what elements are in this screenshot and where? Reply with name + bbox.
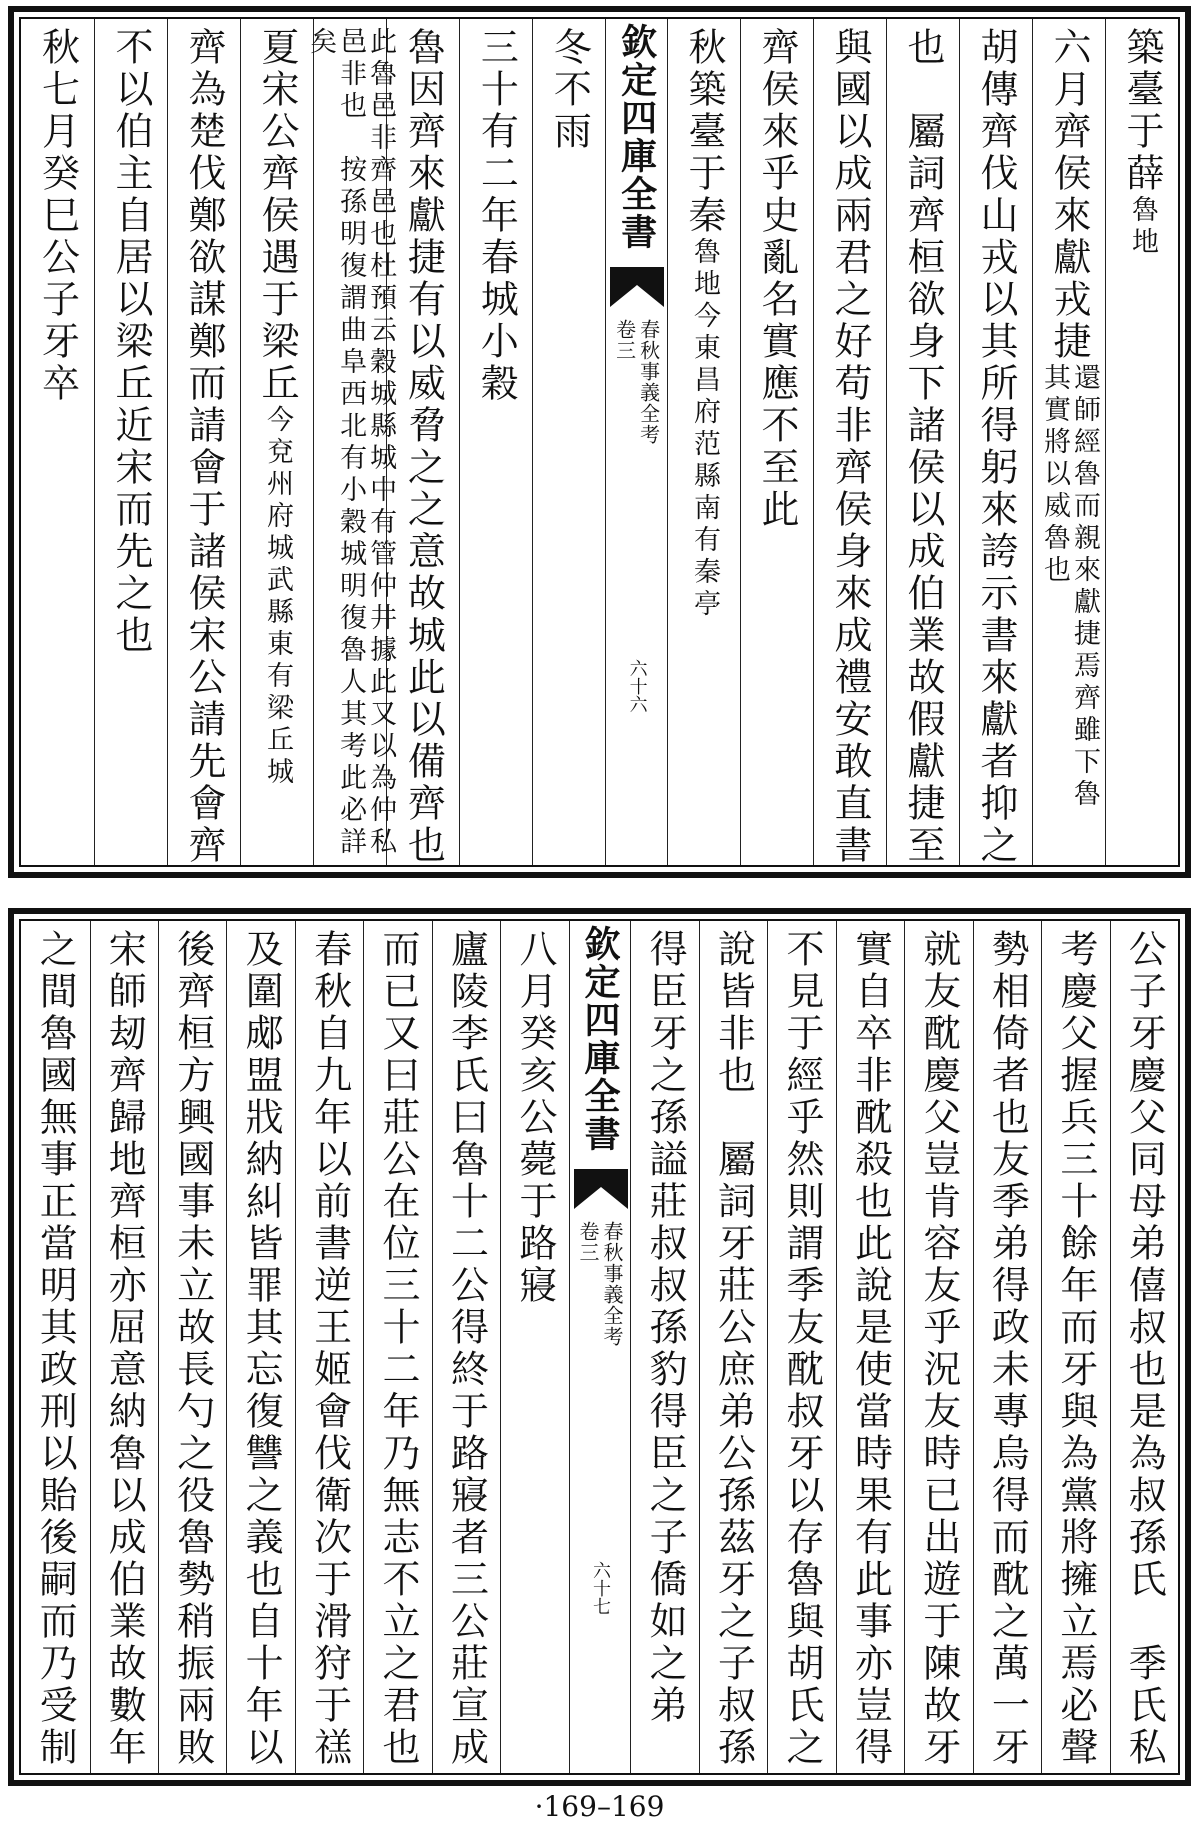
text-column [532,19,605,865]
main-text: 公子牙慶父同母弟僖叔也是為叔孫氏 季氏私 [1122,929,1167,1769]
main-text: 秋七月癸巳公子牙卒 [35,27,80,405]
sub-title: 春秋事義全考 [636,319,661,445]
folio-number: 六十七 [590,1561,612,1615]
main-text: 宋師刼齊歸地齊桓亦屈意納魯以成伯業故數年 [102,929,147,1769]
text-column [21,19,94,865]
chapter-heading [606,319,667,445]
main-text: 築臺于薛 [1120,27,1164,195]
text-column [500,921,568,1773]
text-column [886,19,959,865]
main-text: 而已又曰莊公在位三十二年乃無志不立之君也 [376,929,421,1769]
text-column [1110,921,1178,1773]
book-title-strip [605,19,667,865]
text-column [386,19,459,865]
text-column [1032,19,1105,865]
text-column [1041,921,1109,1773]
main-text: 八月癸亥公薨于路寢 [512,929,557,1307]
text-column [432,921,500,1773]
text-column [158,921,226,1773]
main-text: 齊為楚伐鄭欲謀鄭而請會于諸侯宋公請先會齊 [181,27,226,867]
text-column [240,19,313,865]
main-text: 廬陵李氏曰魯十二公得終于路寢者三公莊宣成 [444,929,489,1769]
text-column [667,19,740,865]
top-page-frame [8,6,1191,878]
text-column [767,921,835,1773]
main-text: 得臣牙之孫謚莊叔叔孫豹得臣之子僑如之弟 [643,929,688,1727]
volume-label: 卷三 [612,319,637,361]
main-text: 就友酖慶父豈肯容友乎況友時已出遊于陳故牙 [916,929,961,1769]
text-column [959,19,1032,865]
text-column [813,19,886,865]
fishtail-mark-icon [570,1169,632,1213]
bottom-page-frame [8,908,1191,1786]
main-text: 說皆非也 屬詞牙莊公庶弟公孫茲牙之子叔孫 [711,929,756,1769]
text-column [295,921,363,1773]
commentary-note: 魯地 [1127,195,1158,259]
commentary-note: 魯地今東昌府范縣南有秦亭 [689,237,720,621]
main-text: 不見于經乎然則謂季友酖叔牙以存魯與胡氏之 [780,929,824,1769]
text-column [21,921,89,1773]
text-column [699,921,767,1773]
text-column [94,19,167,865]
book-title-strip [569,921,631,1773]
main-text: 秋築臺于秦 [682,27,726,237]
text-column [904,921,972,1773]
main-text: 魯因齊來獻捷有以威脅之之意故城此以備齊也 [401,27,446,867]
main-text: 六月齊侯來獻戎捷 [1047,27,1091,363]
main-text: 冬不雨 [547,27,592,153]
text-column [740,19,813,865]
book-title: 欽定四庫全書 [615,23,658,251]
commentary-note: 今兗州府城武縣東有梁丘城 [261,405,293,789]
text-column [226,921,294,1773]
main-text: 實自卒非酖殺也此說是使當時果有此事亦豈得 [848,929,893,1769]
text-column [167,19,240,865]
book-title: 欽定四庫全書 [579,925,622,1153]
chapter-heading [570,1221,631,1347]
commentary-note: 此魯邑非齊邑也杜預云穀城縣城中有管仲井據此又以為仲私邑非也 按孫明復謂曲阜西北有小穀城明復魯人其考此必詳矣 [305,27,397,859]
main-text: 胡傳齊伐山戎以其所得躬來誇示書來獻者抑之 [974,27,1018,867]
main-text: 不以伯主自居以梁丘近宋而先之也 [108,27,153,657]
text-column [1105,19,1178,865]
bottom-page-inner-border [19,919,1180,1775]
text-column [363,921,431,1773]
main-text: 齊侯來乎史亂名實應不至此 [755,27,799,531]
volume-label: 卷三 [576,1221,601,1263]
main-text: 及圍郕盟戕納糾皆罪其忘復讐之義也自十年以 [239,929,284,1769]
page-number: ·169–169 [534,1790,665,1823]
main-text: 夏宋公齊侯遇于梁丘 [254,27,299,405]
bottom-page-columns [21,921,1178,1773]
main-text: 後齊桓方興國事未立故長勺之役魯勢稍振兩敗 [170,929,215,1769]
sub-title: 春秋事義全考 [600,1221,625,1347]
text-column [90,921,158,1773]
text-column [630,921,698,1773]
main-text: 勢相倚者也友季弟得政未專烏得而酖之萬一牙 [985,929,1030,1769]
commentary-note: 還師經魯而親來獻捷焉齊雖下魯其實將以威魯也 [1039,363,1100,811]
top-page-inner-border [19,17,1180,867]
folio-number: 六十六 [626,659,648,713]
main-text: 春秋自九年以前書逆王姬會伐衛次于滑狩于禚 [307,929,352,1769]
main-text: 也 屬詞齊桓欲身下諸侯以成伯業故假獻捷至 [901,27,945,867]
fishtail-mark-icon [606,267,668,311]
main-text: 考慶父握兵三十餘年而牙與為黨將擁立焉必聲 [1053,929,1098,1769]
text-column [973,921,1041,1773]
text-column [305,19,397,865]
main-text: 與國以成兩君之好苟非齊侯身來成禮安敢直書 [828,27,872,867]
main-text: 之間魯國無事正當明其政刑以貽後嗣而乃受制 [33,929,78,1769]
text-column [459,19,532,865]
text-column [836,921,904,1773]
main-text: 三十有二年春城小穀 [474,27,519,405]
top-page-columns [21,19,1178,865]
